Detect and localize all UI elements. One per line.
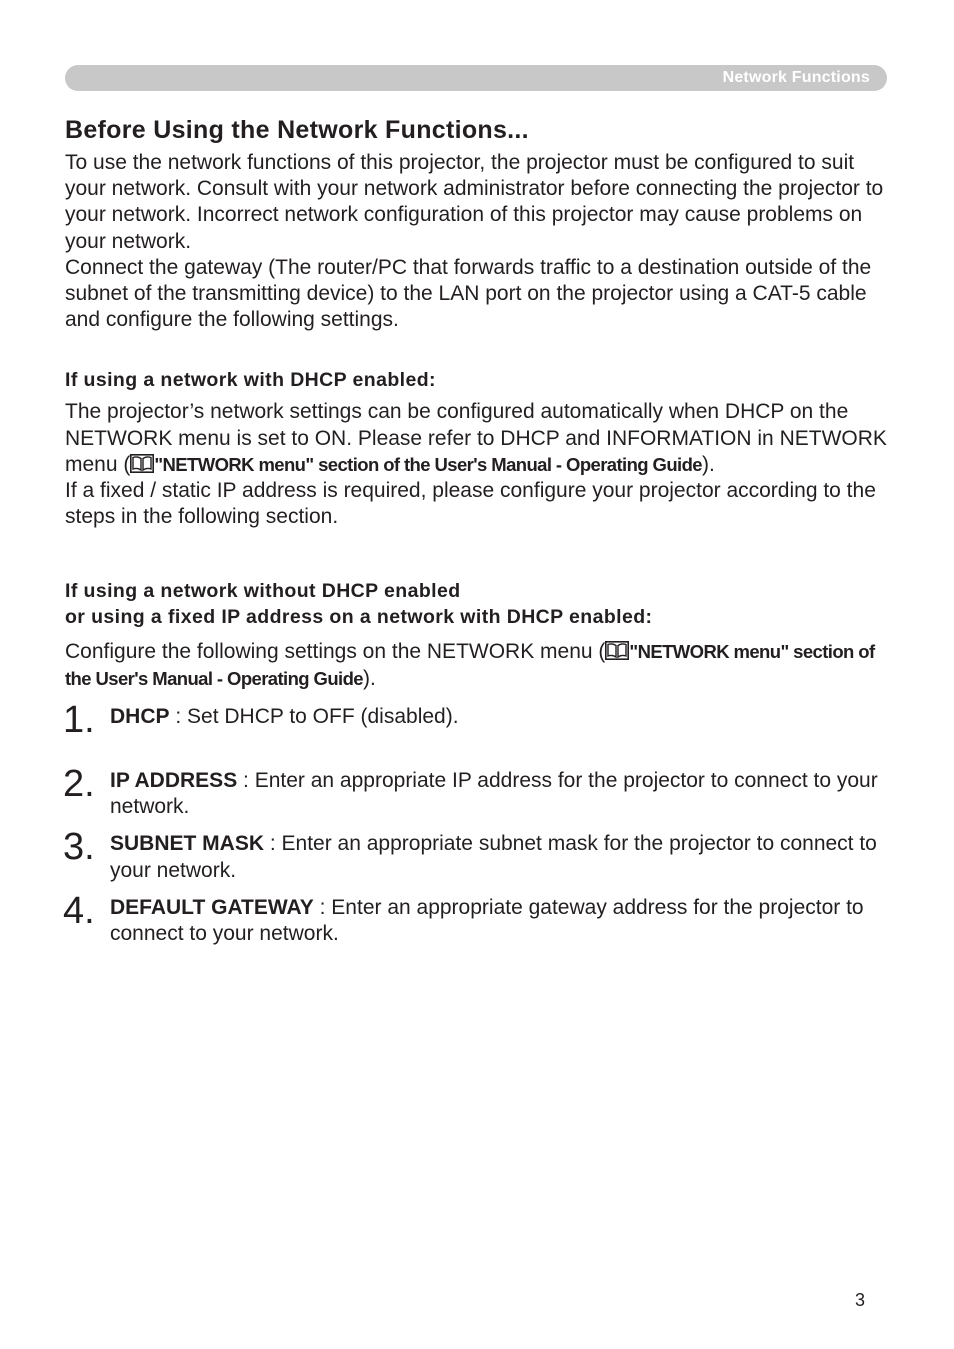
manual-book-icon [605, 641, 629, 660]
step-term: IP ADDRESS [110, 769, 238, 793]
step-item [63, 763, 895, 820]
steps-list [63, 698, 895, 947]
page-number: 3 [855, 1290, 866, 1310]
intro-paragraph-1: To use the network functions of this projector, the projector must be configured to suit your network. Consult with your network administrator before connecting the projector to your network. Incorrect network configuration of this projector may cause problems on your network. [65, 151, 884, 253]
dhcp-text: The projector’s network settings can be configured automatically when DHCP on the NETWORK menu is set to ON. Please refer to DHCP and INFORMATION in NETWORK menu ( [65, 400, 887, 476]
step-term: SUBNET MASK [110, 832, 265, 856]
section-header-title: Network Functions [722, 69, 870, 86]
step-term: DEFAULT GATEWAY [110, 895, 314, 919]
manual-reference-link: "NETWORK menu" section of the User's Manual - Operating Guide [154, 453, 702, 475]
step-description: : Set DHCP to OFF (disabled). [169, 704, 459, 728]
dhcp-heading: If using a network with DHCP enabled: [65, 369, 436, 392]
dhcp-paragraph [65, 399, 895, 478]
intro-section [65, 150, 895, 333]
static-ip-heading-line2: or using a fixed IP address on a network with DHCP enabled: [65, 606, 653, 629]
dhcp-section [65, 367, 895, 530]
step-number: 4. [63, 889, 95, 932]
page-title: Before Using the Network Functions... [65, 116, 529, 144]
manual-book-icon [130, 454, 154, 473]
static-ip-text-end: ). [362, 666, 376, 690]
step-number: 3. [63, 826, 95, 869]
static-ip-heading-line1: If using a network without DHCP enabled [65, 580, 461, 603]
step-number: 2. [63, 763, 95, 806]
step-item [63, 698, 895, 741]
step-item [63, 826, 895, 883]
static-ip-text: Configure the following settings on the NETWORK menu ( [65, 640, 606, 664]
manual-reference-link: "NETWORK menu" section of the User's Manual - Operating Guide [65, 641, 875, 689]
dhcp-paragraph-2: If a fixed / static IP address is required, please configure your projector according to the steps in the following section. [65, 479, 876, 529]
step-description: : Enter an appropriate IP address for the projector to connect to your network. [110, 769, 878, 819]
section-header-bar [65, 65, 887, 91]
static-ip-paragraph [65, 639, 895, 691]
step-item [63, 889, 895, 947]
step-term: DHCP [110, 704, 170, 728]
step-number: 1. [63, 698, 95, 741]
dhcp-text-end: ). [701, 452, 715, 476]
step-description: : Enter an appropriate subnet mask for the projector to connect to your network. [110, 832, 877, 882]
intro-paragraph-2: Connect the gateway (The router/PC that forwards traffic to a destination outside of the subnet of the transmitting device) to the LAN port on the projector using a CAT-5 cable and configure the following settings. [65, 255, 872, 332]
step-description: : Enter an appropriate gateway address for the projector to connect to your network. [110, 895, 864, 946]
page-content [65, 112, 895, 947]
static-ip-section [65, 578, 895, 691]
static-ip-heading [65, 578, 895, 630]
